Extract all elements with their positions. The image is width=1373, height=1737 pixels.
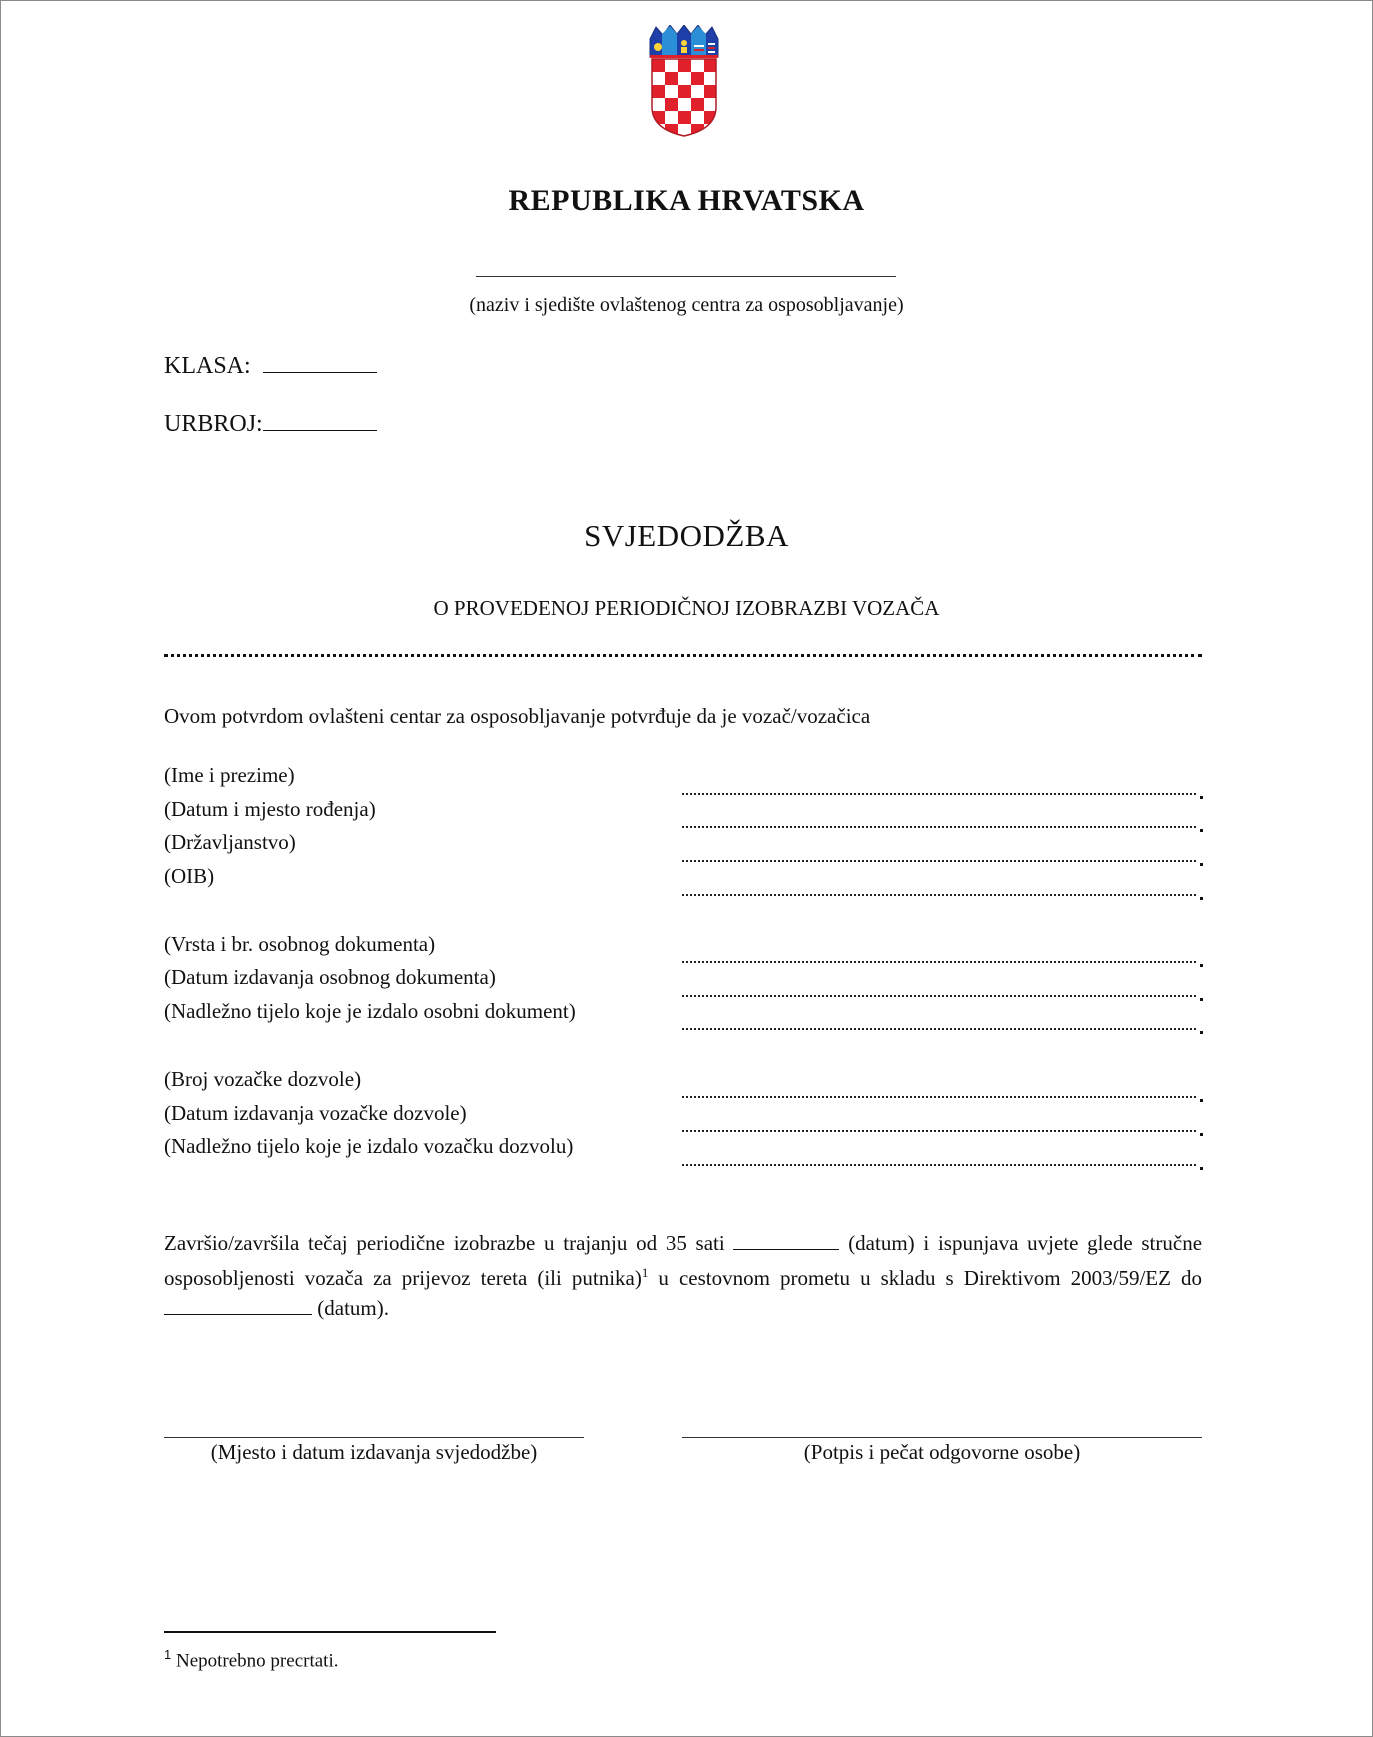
field-label-citizenship: (Državljanstvo) — [164, 830, 296, 854]
statement-part-1: Završio/završila tečaj periodične izobrazbe u trajanju od 35 sati — [164, 1231, 725, 1255]
urbroj-blank[interactable] — [263, 408, 377, 431]
footnote-ref: 1 — [641, 1265, 649, 1280]
field-input-license-authority[interactable] — [682, 1164, 1196, 1167]
country-title: REPUBLIKA HRVATSKA — [508, 184, 865, 217]
statement-part-3: u cestovnom prometu u skladu s Direktivom 2003/59/EZ do — [658, 1266, 1202, 1290]
signature-line[interactable] — [682, 1437, 1202, 1438]
field-label-doc-authority: (Nadležno tijelo koje je izdalo osobni dokument) — [164, 999, 576, 1023]
field-input-doc-authority[interactable] — [682, 1028, 1196, 1031]
document-title: SVJEDODŽBA — [584, 518, 789, 553]
field-label-license-authority: (Nadležno tijelo koje je izdalo vozačku dozvolu) — [164, 1134, 574, 1158]
intro-text: Ovom potvrdom ovlašteni centar za osposobljavanje potvrđuje da je vozač/vozačica — [164, 704, 871, 728]
field-label-doc-type: (Vrsta i br. osobnog dokumenta) — [164, 932, 436, 956]
field-label-doc-date: (Datum izdavanja osobnog dokumenta) — [164, 965, 496, 989]
field-label-license-no: (Broj vozačke dozvole) — [164, 1067, 362, 1091]
footnote — [164, 1647, 338, 1672]
field-input-oib[interactable] — [682, 894, 1196, 897]
footnote-number: 1 — [164, 1647, 172, 1662]
coat-of-arms-icon — [648, 25, 720, 137]
field-input-name[interactable] — [682, 793, 1196, 796]
statement-part-2: (datum) i ispunjava uvjete glede stručne osposobljenosti vozača za prijevoz tereta (ili putnika) — [164, 1231, 1203, 1290]
field-label-license-date: (Datum izdavanja vozačke dozvole) — [164, 1101, 467, 1125]
field-input-license-no[interactable] — [682, 1096, 1196, 1099]
center-name-line — [476, 276, 896, 277]
document-subtitle: O PROVEDENOJ PERIODIČNOJ IZOBRAZBI VOZAČA — [433, 596, 940, 620]
field-input-license-date[interactable] — [682, 1130, 1196, 1133]
klasa-label: KLASA: — [164, 353, 251, 379]
statement-paragraph — [164, 1228, 1202, 1323]
field-input-doc-date[interactable] — [682, 995, 1196, 998]
field-input-citizenship[interactable] — [682, 860, 1196, 863]
footnote-text: Nepotrebno precrtati. — [175, 1650, 339, 1672]
center-name-caption: (naziv i sjedište ovlaštenog centra za osposobljavanje) — [469, 294, 904, 316]
completion-date-blank[interactable] — [733, 1231, 839, 1250]
footnote-separator — [164, 1631, 496, 1633]
place-date-caption: (Mjesto i datum izdavanja svjedodžbe) — [210, 1440, 538, 1464]
urbroj-label: URBROJ: — [164, 411, 263, 437]
place-date-line[interactable] — [164, 1437, 584, 1438]
klasa-row — [164, 350, 377, 380]
field-label-birth: (Datum i mjesto rođenja) — [164, 797, 376, 821]
klasa-blank[interactable] — [263, 350, 377, 373]
signature-caption: (Potpis i pečat odgovorne osobe) — [803, 1440, 1081, 1464]
statement-part-4: (datum). — [317, 1296, 389, 1320]
field-input-birth[interactable] — [682, 826, 1196, 829]
field-input-doc-type[interactable] — [682, 961, 1196, 964]
field-label-oib: (OIB) — [164, 864, 215, 888]
valid-until-date-blank[interactable] — [164, 1296, 312, 1315]
dotted-separator — [164, 654, 1202, 657]
field-label-name: (Ime i prezime) — [164, 763, 295, 787]
urbroj-row — [164, 408, 377, 438]
